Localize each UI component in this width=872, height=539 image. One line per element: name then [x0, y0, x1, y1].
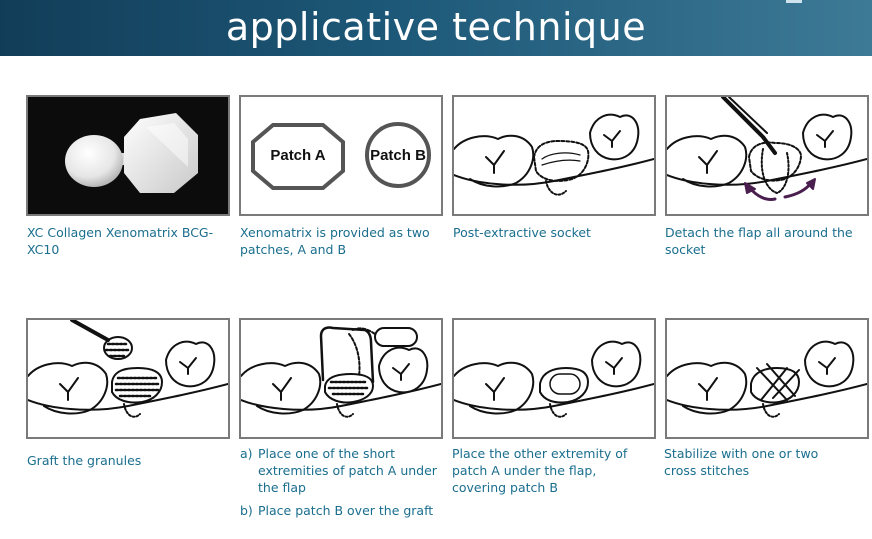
step-label: b) — [240, 503, 253, 518]
caption-detach-flap: Detach the flap all around the socket — [665, 225, 853, 257]
panel-detach-flap — [665, 95, 869, 216]
product-photo-image — [28, 97, 228, 214]
panel-place-patch-a — [239, 318, 443, 439]
header-banner — [0, 0, 872, 56]
step-text: Place one of the short extremities of patch A under the flap — [258, 446, 437, 495]
caption-patches: Xenomatrix is provided as two patches, A and B — [240, 225, 430, 257]
panel-product-photo — [26, 95, 230, 216]
step-label: a) — [240, 446, 253, 461]
step-item — [240, 445, 440, 496]
panel-socket — [452, 95, 656, 216]
caption-place-patch — [240, 445, 440, 519]
caption-cover-patch-b: Place the other extremity of patch A under the flap, covering patch B — [452, 446, 628, 495]
step-text: Place patch B over the graft — [258, 503, 434, 518]
patch-b-label: Patch B — [370, 147, 426, 164]
steps-list — [240, 445, 440, 519]
caption-cross-stitches: Stabilize with one or two cross stitches — [664, 446, 819, 478]
panel-graft-granules — [26, 318, 230, 439]
caption-product: XC Collagen Xenomatrix BCG-XC10 — [27, 225, 214, 257]
page-title: applicative technique — [225, 5, 647, 49]
panel-cover-patch-b — [452, 318, 656, 439]
caption-socket: Post-extractive socket — [453, 225, 591, 240]
patch-a-label: Patch A — [270, 147, 326, 164]
panel-patches — [239, 95, 443, 216]
panel-cross-stitches — [665, 318, 869, 439]
step-item — [240, 502, 440, 519]
caption-graft-granules: Graft the granules — [27, 453, 142, 468]
